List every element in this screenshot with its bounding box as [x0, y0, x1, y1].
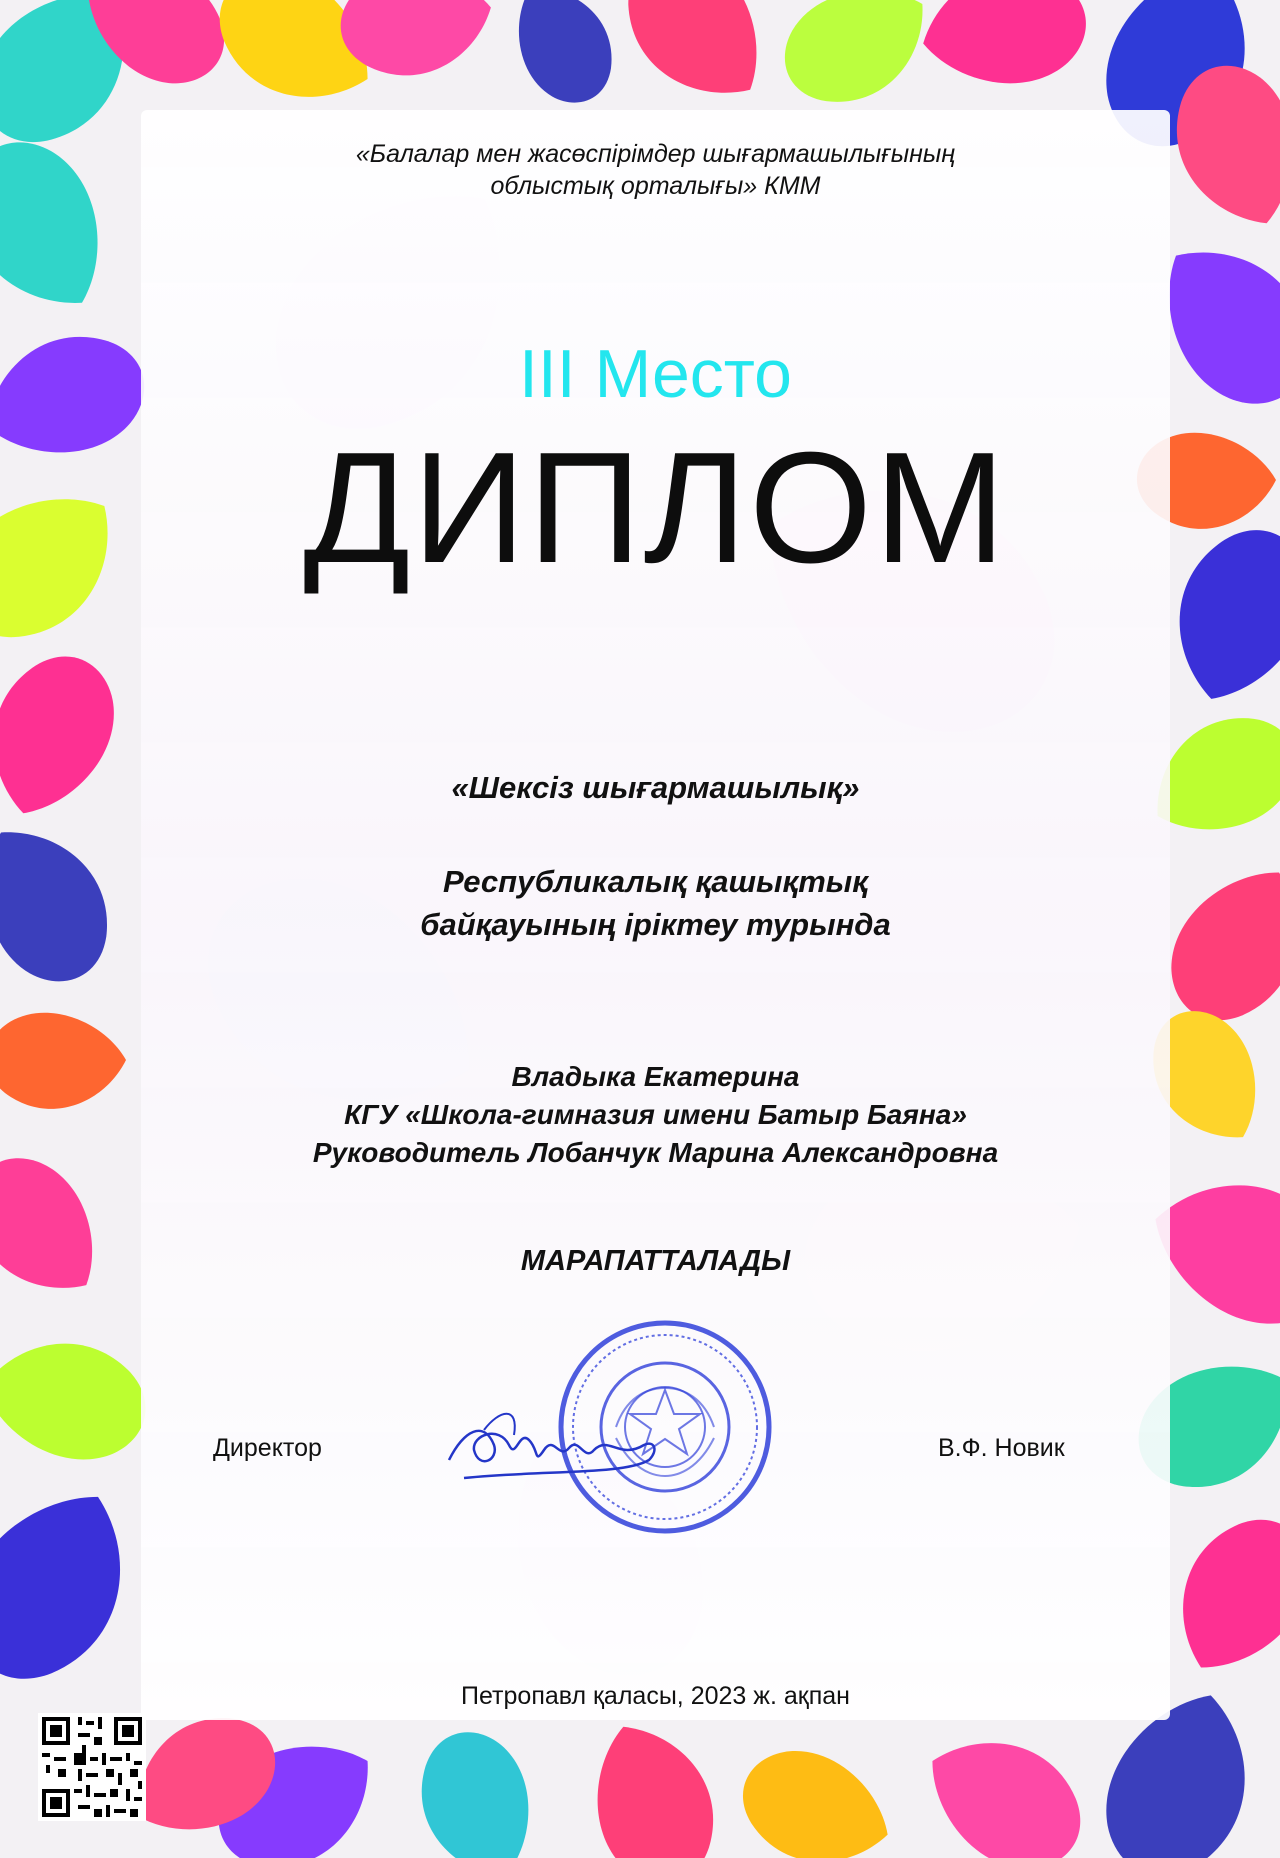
- organization-line-1: «Балалар мен жасөспірімдер шығармашылығының: [355, 140, 956, 168]
- place-and-date: Петропавл қаласы, 2023 ж. ақпан: [461, 1682, 850, 1710]
- recipient-supervisor: Руководитель Лобанчук Марина Александровна: [312, 1137, 999, 1168]
- recipient-block: [141, 1058, 1170, 1172]
- place-label: III Место: [519, 336, 792, 412]
- contest-stage-line-2: байқауының іріктеу турында: [420, 907, 891, 942]
- director-label: Директор: [213, 1434, 322, 1462]
- director-name: В.Ф. Новик: [938, 1434, 1065, 1462]
- qr-code-icon[interactable]: [38, 1713, 146, 1821]
- organization-line-2: облыстық орталығы» КММ: [490, 172, 821, 200]
- organization-name: [141, 138, 1170, 202]
- recipient-name: Владыка Екатерина: [511, 1061, 800, 1092]
- award-text: МАРАПАТТАЛАДЫ: [520, 1245, 791, 1277]
- signature-icon: [444, 1390, 664, 1500]
- contest-stage-line-1: Республикалық қашықтық: [443, 864, 868, 899]
- recipient-school: КГУ «Школа-гимназия имени Батыр Баяна»: [344, 1099, 967, 1130]
- contest-name: «Шексіз шығармашылық»: [451, 770, 860, 805]
- contest-stage: [141, 860, 1170, 946]
- diploma-title: ДИПЛОМ: [303, 420, 1008, 596]
